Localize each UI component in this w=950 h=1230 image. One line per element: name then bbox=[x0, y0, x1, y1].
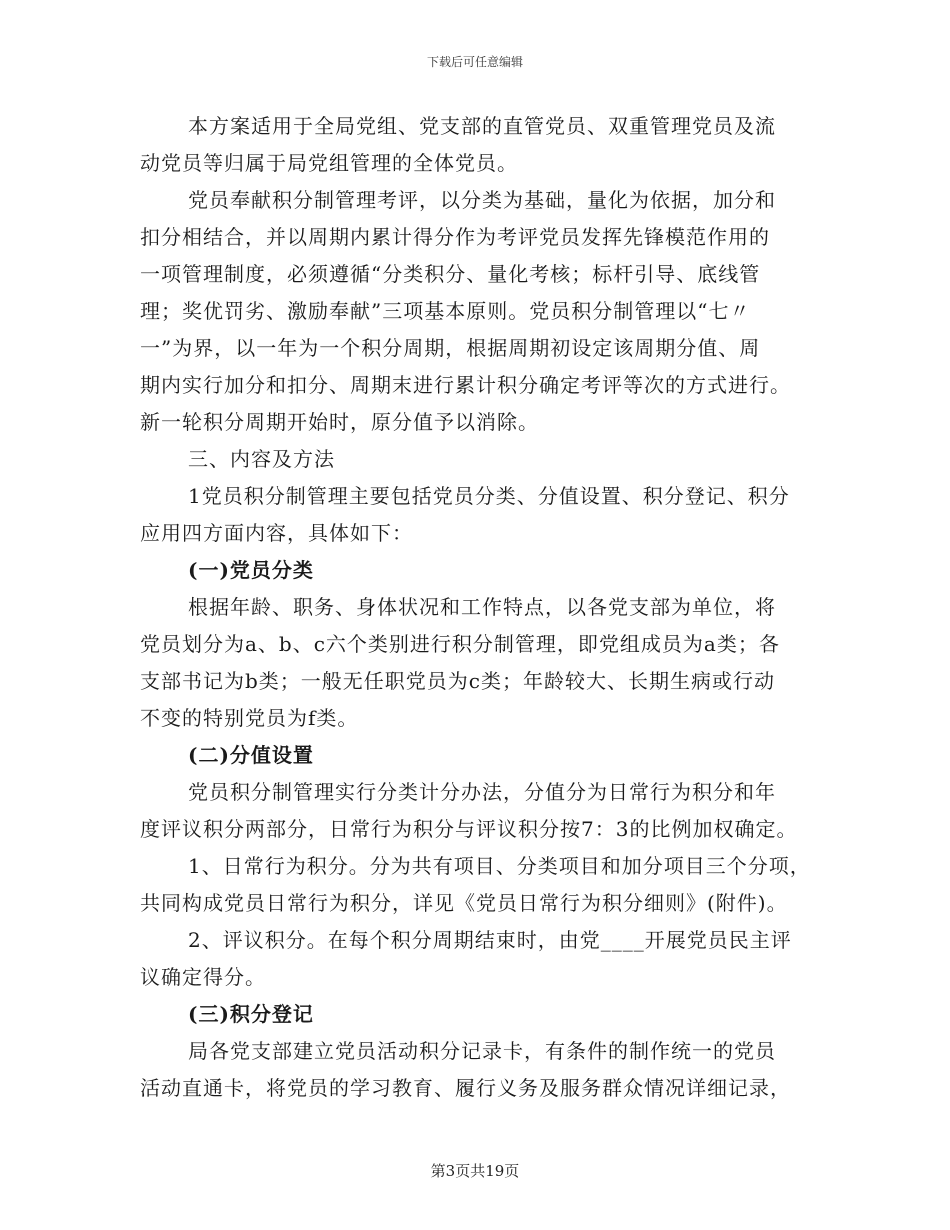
text-line: 本方案适用于全局党组、党支部的直管党员、双重管理党员及流 bbox=[188, 114, 776, 138]
section-heading: (一)党员分类 bbox=[188, 558, 314, 582]
text-line: 议确定得分。 bbox=[140, 965, 266, 989]
text-line: 党员积分制管理实行分类计分办法，分值分为日常行为积分和年 bbox=[188, 780, 776, 804]
text-line: 新一轮积分周期开始时，原分值予以消除。 bbox=[140, 410, 539, 434]
text-line: 一项管理制度，必须遵循“分类积分、量化考核；标杆引导、底线管 bbox=[140, 262, 761, 286]
text-line: 理；奖优罚劣、激励奉献”三项基本原则。党员积分制管理以“七〃 bbox=[140, 299, 751, 323]
page-footer: 第3页共19页 bbox=[430, 1162, 520, 1180]
document-body bbox=[140, 108, 820, 1107]
text-line: 活动直通卡，将党员的学习教育、履行义务及服务群众情况详细记录， bbox=[140, 1076, 791, 1100]
text-line: 一”为界，以一年为一个积分周期，根据周期初设定该周期分值、周 bbox=[140, 336, 761, 360]
text-line: 动党员等归属于局党组管理的全体党员。 bbox=[140, 151, 518, 175]
text-line: 共同构成党员日常行为积分，详见《党员日常行为积分细则》(附件)。 bbox=[140, 891, 788, 915]
text-line: 党员奉献积分制管理考评，以分类为基础，量化为依据，加分和 bbox=[188, 188, 776, 212]
section-heading: (二)分值设置 bbox=[188, 743, 314, 767]
text-line: 2、评议积分。在每个积分周期结束时，由党____开展党员民主评 bbox=[188, 928, 792, 952]
page-header: 下载后可任意编辑 bbox=[426, 55, 523, 69]
text-line: 支部书记为b类；一般无任职党员为c类；年龄较大、长期生病或行动 bbox=[140, 669, 776, 693]
text-line: 根据年龄、职务、身体状况和工作特点，以各党支部为单位，将 bbox=[188, 595, 776, 619]
text-line: 扣分相结合，并以周期内累计得分作为考评党员发挥先锋模范作用的 bbox=[140, 225, 770, 249]
text-line: 1、日常行为积分。分为共有项目、分类项目和加分项目三个分项， bbox=[188, 854, 811, 878]
text-line: 三、内容及方法 bbox=[188, 447, 335, 471]
text-line: 度评议积分两部分，日常行为积分与评议积分按7：3的比例加权确定。 bbox=[140, 817, 798, 841]
text-line: 局各党支部建立党员活动积分记录卡，有条件的制作统一的党员 bbox=[188, 1039, 776, 1063]
text-line: 1党员积分制管理主要包括党员分类、分值设置、积分登记、积分 bbox=[188, 484, 790, 508]
text-line: 应用四方面内容，具体如下： bbox=[140, 521, 413, 545]
text-line: 党员划分为a、b、c六个类别进行积分制管理，即党组成员为a类；各 bbox=[140, 632, 780, 656]
section-heading: (三)积分登记 bbox=[188, 1002, 314, 1026]
text-line: 不变的特别党员为f类。 bbox=[140, 706, 359, 730]
text-line: 期内实行加分和扣分、周期末进行累计积分确定考评等次的方式进行。 bbox=[140, 373, 791, 397]
